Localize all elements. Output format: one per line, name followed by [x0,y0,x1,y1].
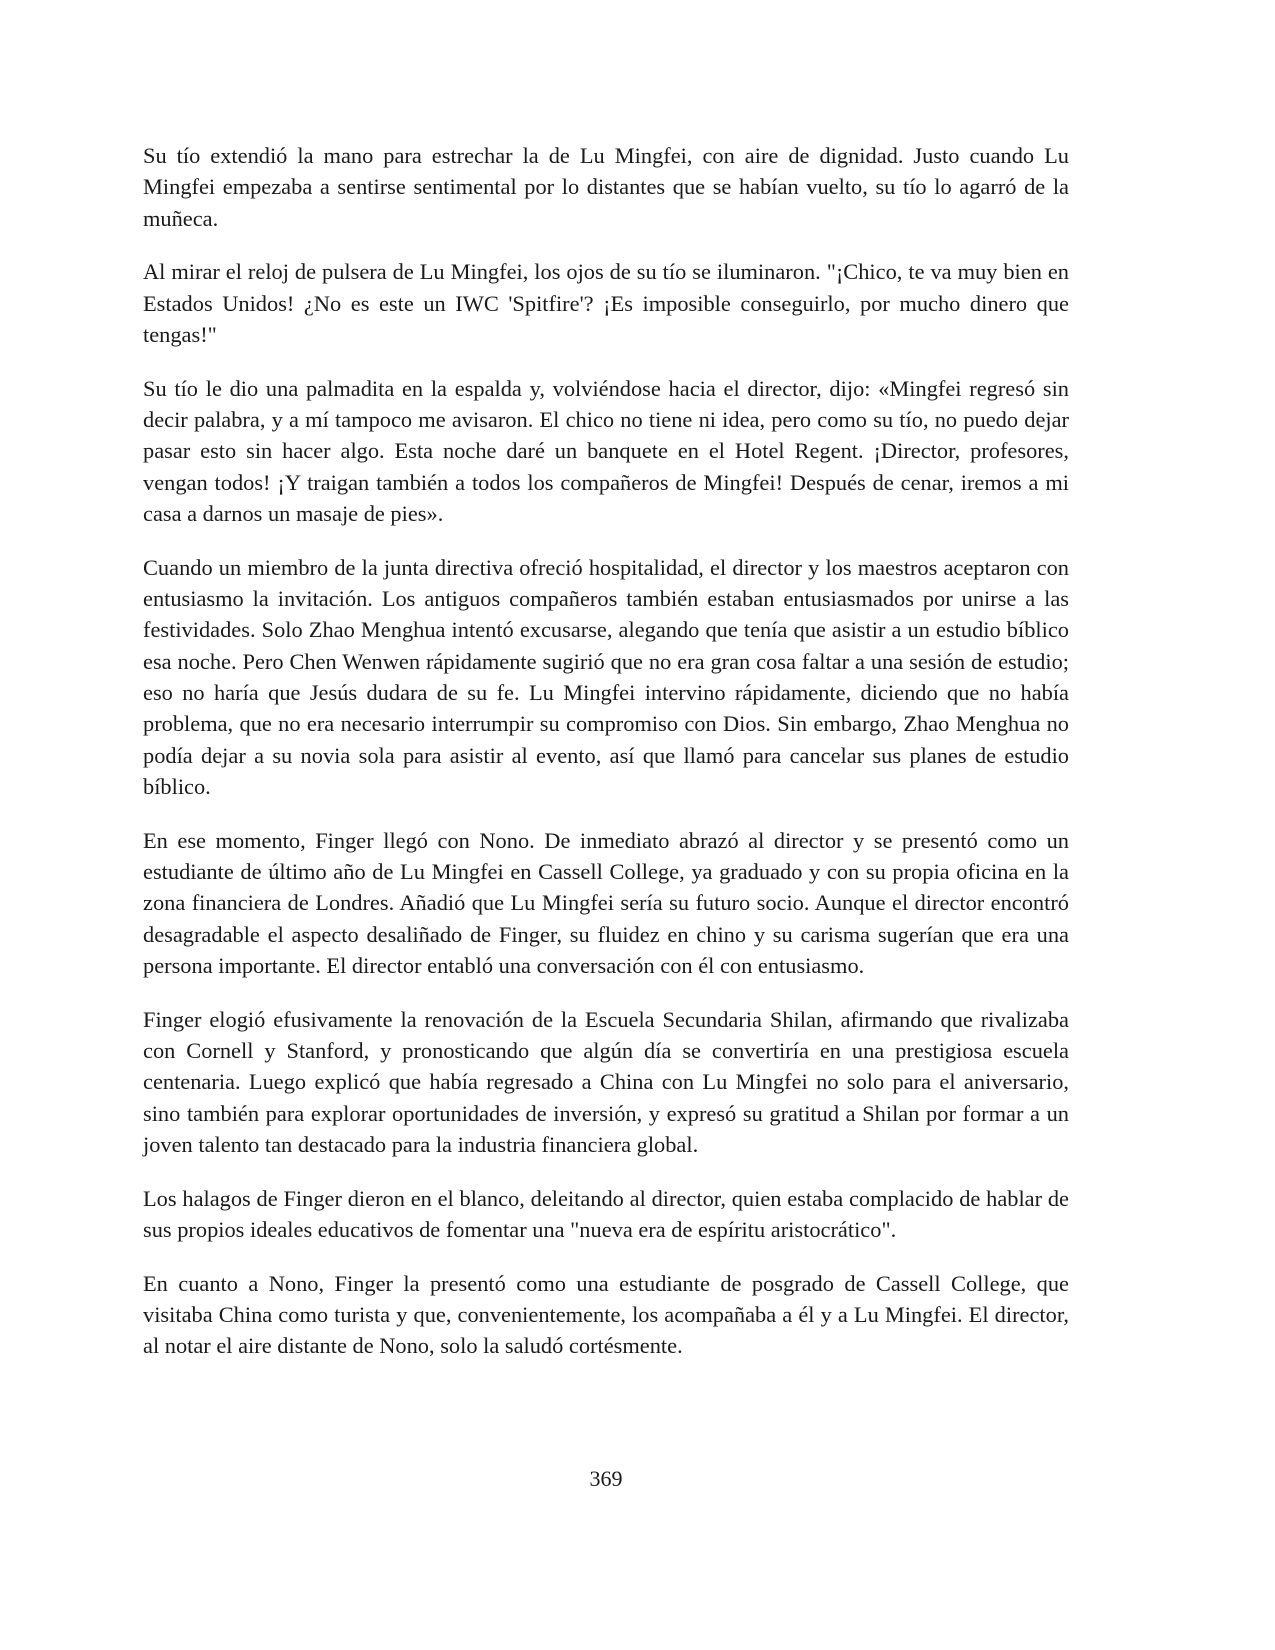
paragraph: Los halagos de Finger dieron en el blanco, deleitando al director, quien estaba complacido de hablar de sus propios ideales educativos de fomentar una "nueva era de espíritu aristocrático". [143,1185,1069,1242]
paragraph: Su tío extendió la mano para estrechar la de Lu Mingfei, con aire de dignidad. Justo cuando Lu Mingfei empezaba a sentirse sentimental por lo distantes que se habían vuelto, su tío lo agarró de la muñeca. [143,143,1069,231]
paragraph: Finger elogió efusivamente la renovación de la Escuela Secundaria Shilan, afirmando que rivalizaba con Cornell y Stanford, y pronosticando que algún día se convertiría en una prestigiosa escuela centenaria. Luego explicó que había regresado a China con Lu Mingfei no solo para el aniversario, sino también para explorar oportunidades de inversión, y expresó su gratitud a Shilan por formar a un joven talento tan destacado para la industria financiera global. [143,1006,1069,1157]
paragraph: Su tío le dio una palmadita en la espalda y, volviéndose hacia el director, dijo: «Mingfei regresó sin decir palabra, y a mí tampoco me avisaron. El chico no tiene ni idea, pero como su tío, no puedo dejar pasar esto sin hacer algo. Esta noche daré un banquete en el Hotel Regent. ¡Director, profesores, vengan todos! ¡Y traigan también a todos los compañeros de Mingfei! Después de cenar, iremos a mi casa a darnos un masaje de pies». [143,375,1069,526]
paragraph: Al mirar el reloj de pulsera de Lu Mingfei, los ojos de su tío se iluminaron. "¡Chico, te va muy bien en Estados Unidos! ¿No es este un IWC 'Spitfire'? ¡Es imposible conseguirlo, por mucho dinero que tengas!" [143,259,1069,347]
paragraph: En cuanto a Nono, Finger la presentó como una estudiante de posgrado de Cassell College, que visitaba China como turista y que, convenientemente, los acompañaba a él y a Lu Mingfei. El director, al notar el aire distante de Nono, solo la saludó cortésmente. [143,1270,1069,1359]
paragraph: En ese momento, Finger llegó con Nono. De inmediato abrazó al director y se presentó como un estudiante de último año de Lu Mingfei en Cassell College, ya graduado y con su propia oficina en la zona financiera de Londres. Añadió que Lu Mingfei sería su futuro socio. Aunque el director encontró desagradable el aspecto desaliñado de Finger, su fluidez en chino y su carisma sugerían que era una persona importante. El director entabló una conversación con él con entusiasmo. [143,827,1069,978]
page-body [143,140,1069,1384]
paragraph: Cuando un miembro de la junta directiva ofreció hospitalidad, el director y los maestros aceptaron con entusiasmo la invitación. Los antiguos compañeros también estaban entusiasmados por unirse a las festividades. Solo Zhao Menghua intentó excusarse, alegando que tenía que asistir a un estudio bíblico esa noche. Pero Chen Wenwen rápidamente sugirió que no era gran cosa faltar a una sesión de estudio; eso no haría que Jesús dudara de su fe. Lu Mingfei intervino rápidamente, diciendo que no había problema, que no era necesario interrumpir su compromiso con Dios. Sin embargo, Zhao Menghua no podía dejar a su novia sola para asistir al evento, así que llamó para cancelar sus planes de estudio bíblico. [143,554,1069,799]
page-number: 369 [589,1466,623,1491]
